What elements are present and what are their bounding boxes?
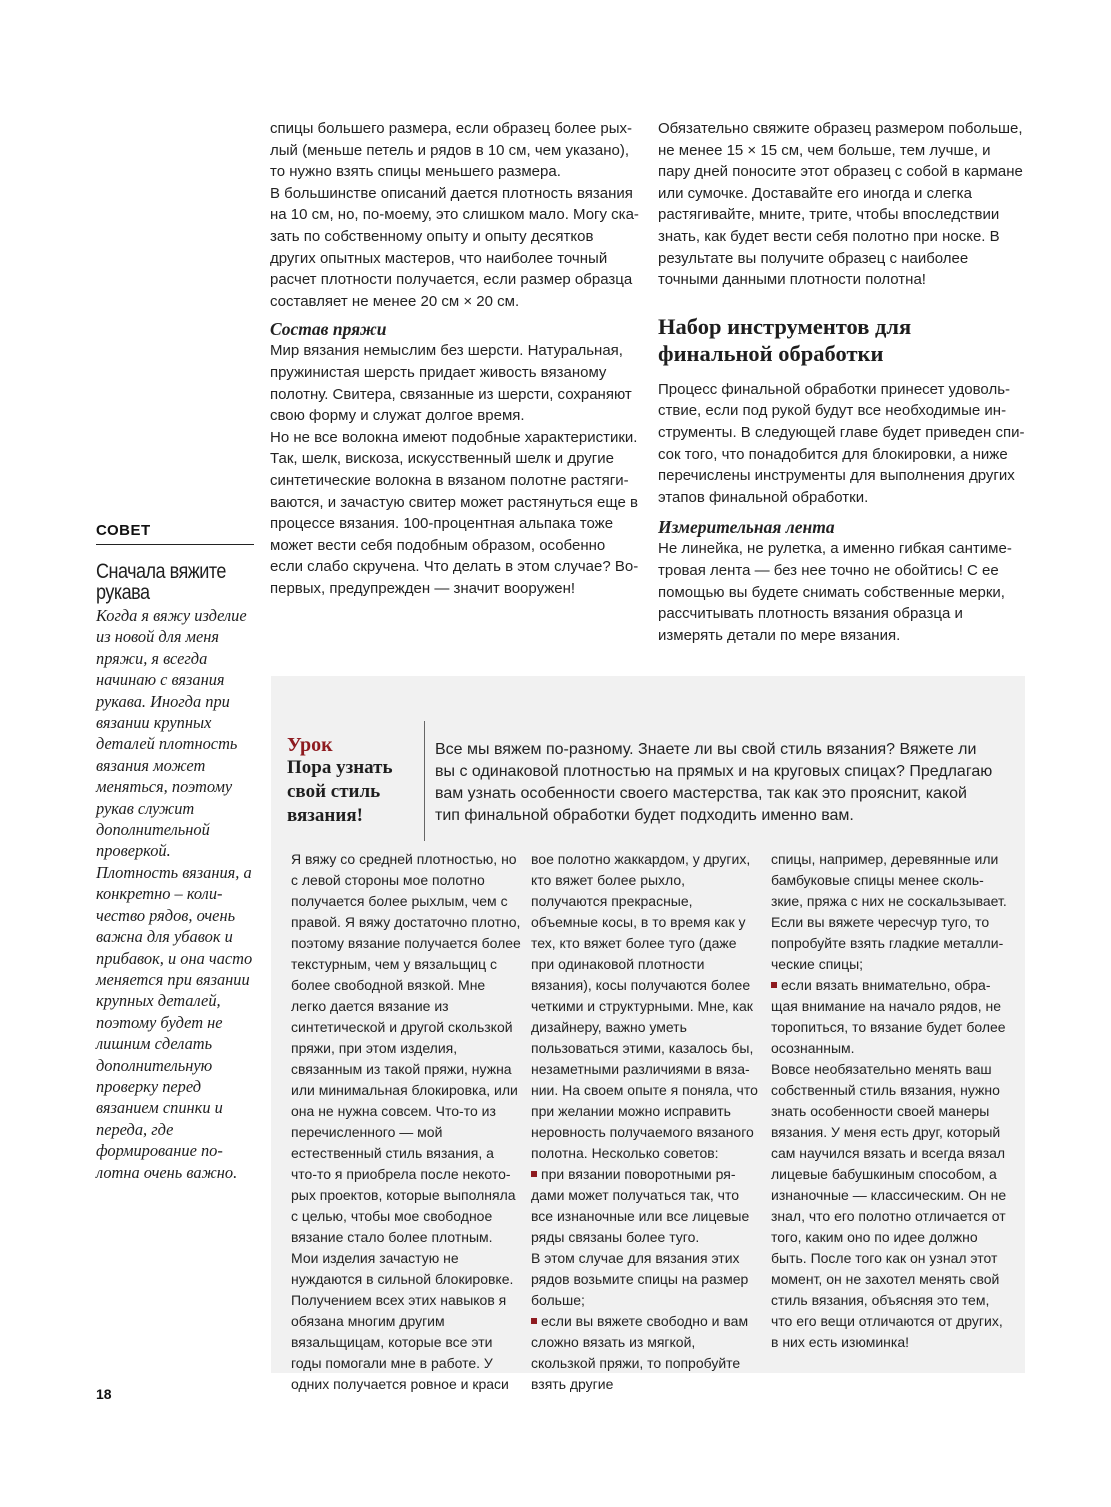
lesson-header: [287, 734, 422, 828]
lesson-column-3: [771, 849, 1009, 1353]
main-column-left: [270, 118, 642, 599]
section-heading-finishing-tools: Набор инструментов для финальной обработки: [658, 313, 912, 366]
bullet-text: если вязать внимательно, обращая внимание на начало рядов, не торопиться, то вязание будет более осознанным.: [771, 977, 1006, 1056]
paragraph: Процесс финальной обработки принесет удовольствие, если под рукой будут все необходимые инструменты. В следующей главе будет приведен список того, что понадобится для блокировки, а ниже перечислены инструменты для выполнения других этапов финальной обработки.: [658, 380, 1025, 506]
subheading-measuring-tape: Измерительная лента: [658, 517, 835, 538]
lesson-divider: [424, 721, 425, 841]
subheading-yarn-composition: Состав пряжи: [270, 319, 387, 340]
lesson-title: Пора узнать свой стиль вязания!: [287, 757, 393, 826]
bullet-text: при вязании поворотными рядами может получаться так, что все изнаночные или все лицевые ряды связаны более туго.: [531, 1166, 750, 1245]
paragraph: В этом случае для вязания этих рядов возьмите спицы на размер больше;: [531, 1250, 749, 1308]
paragraph: Не линейка, не рулетка, а именно гибкая сантиметровая лента — без нее точно не обойтись! С ее помощью вы будете снимать собственные мерки, рассчитывать плотность вязания образца и измерять детали по мере вязания.: [658, 540, 1012, 644]
paragraph: вое полотно жаккардом, у других, кто вяжет более рыхло, получаются прекрасные, объемные косы, в то время как у тех, кто вяжет более туго (даже при одинаковой плотности вязания), косы получаются более четкими и структурными. Мне, как дизайнеру, важно уметь пользоваться этими, казалось бы, незаметными различиями в вязании. На своем опыте я поняла, что при желании можно исправить неровность получаемого вязаного полотна. Несколько советов:: [531, 851, 758, 1161]
tip-sidebar: [96, 520, 254, 1183]
paragraph: В большинстве описаний дается плотность вязания на 10 см, но, по-моему, это слишком мало. Могу сказать по собственному опыту и опыту десятков других опытных мастеров, что наиболее точный расчет плотности получается, если размер образца составляет не менее 20 см × 20 см.: [270, 184, 639, 310]
bullet-square-icon: [531, 1318, 537, 1324]
bullet-item: [771, 975, 1009, 1059]
tip-text: Когда я вяжу изделие из новой для меня пряжи, я всегда начинаю с вязания рукава. Иногда при вязании крупных деталей плотность вязания может меняться, поэтому рукав служит дополнительной проверкой. Плотность вязания, а конкретно – количество рядов, очень важна для убавок и прибавок, и она часто меняется при вязании крупных деталей, поэтому будет не лишним сделать дополнительную проверку перед вязанием спинки и переда, где формирование полотна очень важно.: [96, 606, 253, 1182]
bullet-item: [531, 1311, 763, 1395]
paragraph: Мир вязания немыслим без шерсти. Натуральная, пружинистая шерсть придает живость вязаному полотну. Свитера, связанные из шерсти, сохраняют свою форму и служат долгое время.: [270, 342, 632, 425]
bullet-item: [531, 1164, 763, 1248]
page-number: 18: [96, 1386, 112, 1402]
lesson-intro: Все мы вяжем по-разному. Знаете ли вы свой стиль вязания? Вяжете ли вы с одинаковой плотностью на прямых и на круговых спицах? Предлагаю вам узнать особенности своего мастерства, так как это прояснит, какой тип финальной обработки будет подходить именно вам.: [435, 741, 993, 824]
tip-label: СОВЕТ: [96, 522, 151, 539]
bullet-text: если вы вяжете свободно и вам сложно вязать из мягкой, скользкой пряжи, то попробуйте взять другие: [531, 1313, 749, 1392]
bullet-square-icon: [771, 982, 777, 988]
bullet-square-icon: [531, 1171, 537, 1177]
paragraph: Но не все волокна имеют подобные характеристики. Так, шелк, вискоза, искусственный шелк и другие синтетические волокна в вязаном полотне растягиваются, и зачастую свитер может растянуться еще в процессе вязания. 100-процентная альпака тоже может вести себя подобным образом, особенно если слабо скручена. Что делать в этом случае? Во-первых, предупрежден — значит вооружен!: [270, 428, 639, 597]
lesson-box: [271, 676, 1025, 1392]
paragraph: Я вяжу со средней плотностью, но с левой стороны мое полотно получается более рыхлым, чем с правой. Я вяжу достаточно плотно, поэтому вязание получается более текстурным, чем у вязальщиц с более свободной вязкой. Мне легко дается вязание из синтетической и другой скользкой пряжи, при этом изделия, связанным из такой пряжи, нужна или минимальная блокировка, или она не нужна совсем. Что-то из перечисленного — мой естественный стиль вязания, а что-то я приобрела после некоторых проектов, которые выполняла с целью, чтобы мое свободное вязание стало более плотным. Мои изделия зачастую не нуждаются в сильной блокировке. Получением всех этих навыков я обязана многим другим вязальщицам, которые все эти годы помогали мне в работе. У одних получается ровное и краси: [291, 851, 521, 1392]
lesson-column-2: [531, 849, 763, 1395]
tip-title: Сначала вяжите рукава: [96, 560, 226, 604]
paragraph: спицы, например, деревянные или бамбуковые спицы менее скользкие, пряжа с них не соскальзывает. Если вы вяжете чересчур туго, то попробуйте взять гладкие металлические спицы;: [771, 851, 1007, 972]
lesson-column-1: [291, 849, 523, 1395]
paragraph: Вовсе необязательно менять ваш собственный стиль вязания, нужно знать особенности своей манеры вязания. У меня есть друг, который сам научился вязать и всегда вязал лицевые бабушкиным способом, а изнаночные — классическим. Он не знал, что его полотно отличается от того, каким оно по идее должно быть. После того как он узнал этот момент, он не захотел менять свой стиль вязания, объясняя это тем, что его вещи отличаются от других, в них есть изюминка!: [771, 1061, 1007, 1350]
tip-divider: [96, 544, 254, 545]
paragraph: Обязательно свяжите образец размером побольше, не менее 15 × 15 см, чем больше, тем лучше, и пару дней поносите этот образец с собой в кармане или сумочке. Доставайте его иногда и слегка растягивайте, мните, трите, чтобы впоследствии знать, как будет вести себя полотно при носке. В результате вы получите образец с наиболее точными данными плотности полотна!: [658, 120, 1023, 289]
main-column-right: [658, 118, 1026, 646]
paragraph: спицы большего размера, если образец более рыхлый (меньше петель и рядов в 10 см, чем указано), то нужно взять спицы меньшего размера.: [270, 120, 633, 181]
lesson-label: Урок: [287, 734, 333, 756]
